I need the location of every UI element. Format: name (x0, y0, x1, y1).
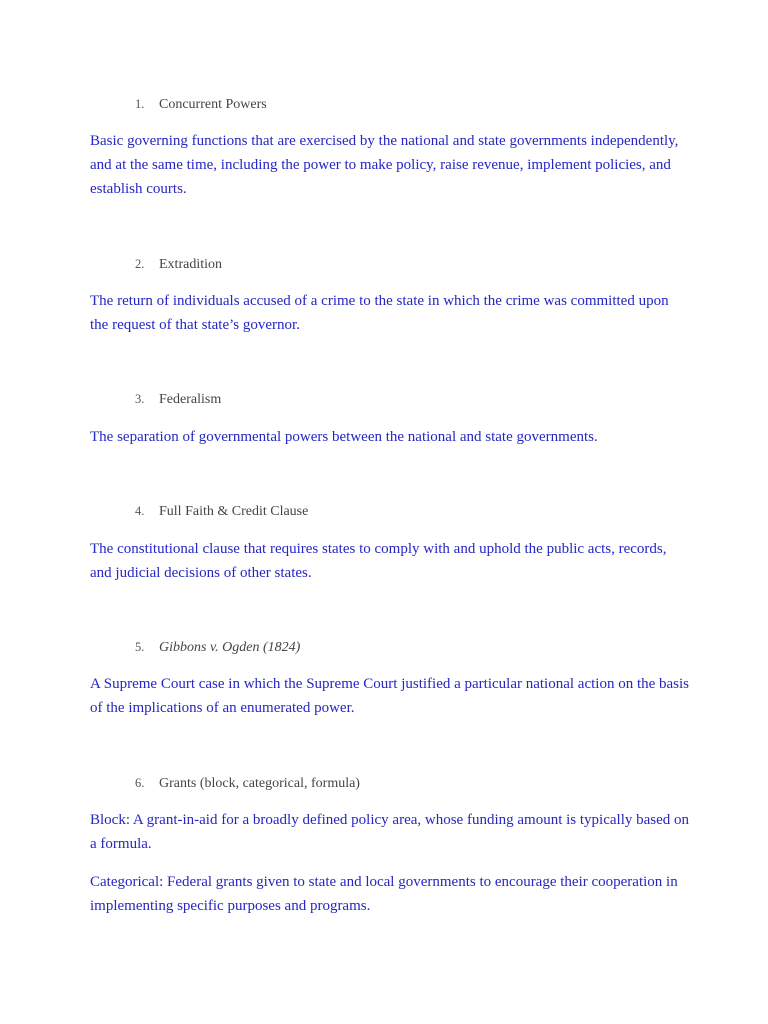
definition-concurrent-powers: Basic governing functions that are exercised by the national and state governments independently, and at the same time, including the power to make policy, raise revenue, implement policies, and establish courts. (90, 133, 679, 197)
definition-grants-categorical: Categorical: Federal grants given to state and local governments to encourage their cooperation in implementing specific purposes and programs. (90, 874, 678, 914)
term-label: Federalism (159, 392, 222, 407)
term-label: Concurrent Powers (159, 97, 267, 112)
term-number: 6. (135, 776, 145, 790)
term-number: 4. (135, 504, 145, 518)
definition-gibbons-v-ogden: A Supreme Court case in which the Supreme Court justified a particular national action on the basis of the implications of an enumerated power. (90, 676, 690, 716)
term-number: 5. (135, 640, 145, 654)
term-number: 1. (135, 97, 145, 111)
term-label: Full Faith & Credit Clause (159, 504, 309, 519)
term-label: Extradition (159, 257, 222, 272)
term-heading-gibbons-v-ogden (135, 637, 300, 658)
term-heading-full-faith-credit-clause (135, 501, 308, 522)
term-heading-grants (135, 773, 360, 794)
definition-grants-block: Block: A grant-in-aid for a broadly defined policy area, whose funding amount is typically based on a formula. (90, 812, 690, 852)
term-heading-concurrent-powers (135, 94, 267, 115)
term-label: Grants (block, categorical, formula) (159, 776, 360, 791)
definition-full-faith-credit-clause: The constitutional clause that requires states to comply with and uphold the public acts, records, and judicial decisions of other states. (90, 541, 667, 581)
term-heading-extradition (135, 254, 222, 275)
term-number: 2. (135, 257, 145, 271)
term-number: 3. (135, 392, 145, 406)
definition-federalism: The separation of governmental powers between the national and state governments. (90, 429, 598, 445)
term-heading-federalism (135, 389, 221, 410)
definition-extradition: The return of individuals accused of a crime to the state in which the crime was committed upon the request of that state’s governor. (90, 293, 669, 333)
term-label: Gibbons v. Ogden (1824) (159, 640, 301, 655)
